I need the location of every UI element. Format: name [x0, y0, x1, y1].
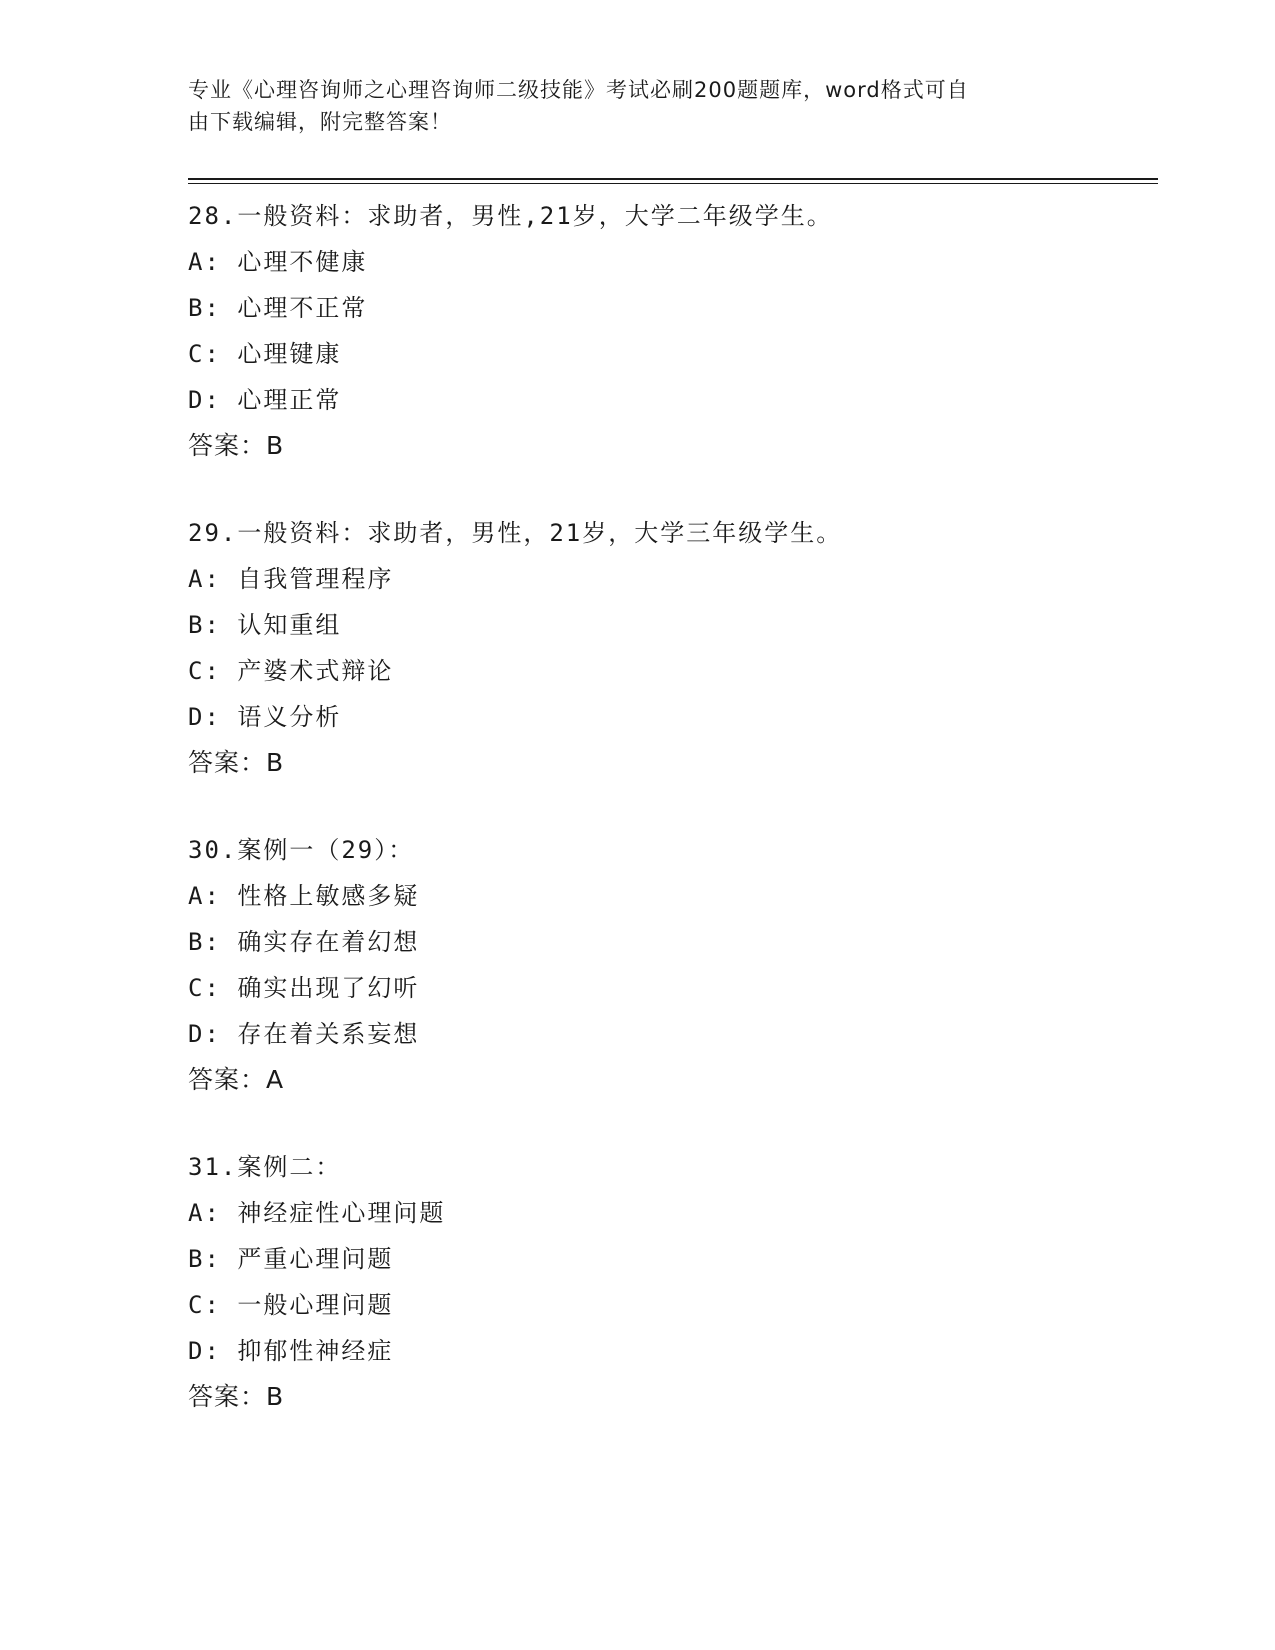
answer-line: 答案：A — [188, 1065, 285, 1094]
option-d: D: 心理正常 — [188, 386, 342, 414]
option-a: A: 性格上敏感多疑 — [188, 882, 420, 910]
question-list — [188, 193, 1148, 1461]
header-divider-thick — [188, 178, 1158, 180]
option-b: B: 确实存在着幻想 — [188, 928, 420, 956]
header-line-2: 由下载编辑，附完整答案！ — [188, 110, 452, 134]
option-d: D: 语义分析 — [188, 703, 342, 731]
option-b: B: 心理不正常 — [188, 294, 368, 322]
answer-line: 答案：B — [188, 431, 285, 460]
option-a: A: 自我管理程序 — [188, 565, 394, 593]
question-stem: 31.案例二： — [188, 1153, 342, 1181]
answer-line: 答案：B — [188, 748, 285, 777]
option-b: B: 认知重组 — [188, 611, 342, 639]
option-d: D: 存在着关系妄想 — [188, 1020, 420, 1048]
option-c: C: 心理键康 — [188, 340, 342, 368]
question-29 — [188, 510, 1148, 786]
option-a: A: 心理不健康 — [188, 248, 368, 276]
option-c: C: 一般心理问题 — [188, 1291, 394, 1319]
question-31 — [188, 1144, 1148, 1420]
header-divider-thin — [188, 183, 1158, 184]
question-stem: 29.一般资料：求助者，男性，21岁，大学三年级学生。 — [188, 519, 843, 547]
option-b: B: 严重心理问题 — [188, 1245, 394, 1273]
option-c: C: 确实出现了幻听 — [188, 974, 420, 1002]
header-line-1: 专业《心理咨询师之心理咨询师二级技能》考试必刷200题题库，word格式可自 — [188, 78, 969, 102]
option-c: C: 产婆术式辩论 — [188, 657, 394, 685]
question-30 — [188, 827, 1148, 1103]
document-header — [188, 74, 1068, 138]
answer-line: 答案：B — [188, 1382, 285, 1411]
option-a: A: 神经症性心理问题 — [188, 1199, 446, 1227]
option-d: D: 抑郁性神经症 — [188, 1337, 394, 1365]
question-stem: 30.案例一（29）： — [188, 836, 415, 864]
question-28 — [188, 193, 1148, 469]
question-stem: 28.一般资料：求助者，男性,21岁，大学二年级学生。 — [188, 202, 833, 230]
